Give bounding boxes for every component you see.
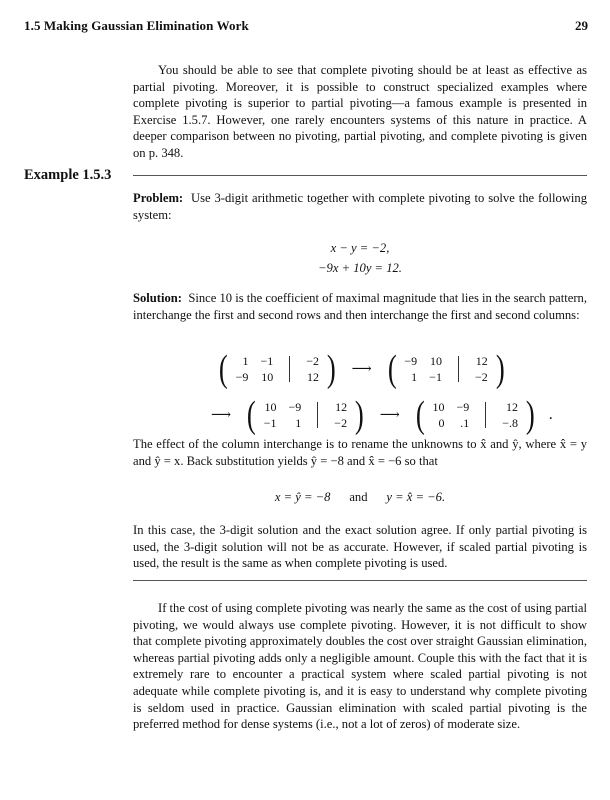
augmented-matrix-4: ( 10 0 −9 .1 12 −.8 ) [415,394,535,436]
result-and: and [349,490,368,504]
arrow-icon: ⟶ [211,407,232,423]
augmented-matrix-2: ( −9 1 10 −1 12 −2 ) [387,348,505,390]
matrix-period: . [548,406,553,423]
arrow-icon: ⟶ [351,361,372,377]
problem-block [133,190,587,223]
result-equation [133,490,587,505]
matrix-sequence [133,350,587,434]
effect-paragraph [133,436,587,469]
system-equation-2: −9x + 10y = 12. [318,261,402,275]
arrow-icon: ⟶ [379,407,400,423]
note-text: In this case, the 3-digit solution and the exact solution agree. If only partial pivoting is used, the 3-digit solution will not be as accurate. However, if scaled partial pivoting is used, the result is the same as when complete pivoting is used. [133,523,587,571]
note-paragraph [133,522,587,572]
problem-label: Problem: [133,191,184,205]
augmented-matrix-3: ( 10 −1 −9 1 12 −2 ) [246,394,364,436]
effect-text: The effect of the column interchange is to rename the unknowns to x̂ and ŷ, where x̂ = y and ŷ = x. Back substitution yields ŷ = −8 and x̂ = −6 so that [133,437,587,468]
intro-paragraph [133,62,587,162]
intro-text: You should be able to see that complete pivoting should be at least as effective as partial pivoting. Moreover, it is possible to construct specialized examples where complete pivoting is superior to partial pivoting—a famous example is presented in Exercise 1.5.7. However, one rarely encounters systems of this nature in practice. A deeper comparison between no pivoting, partial pivoting, and complete pivoting is given on p. 348. [133,63,587,160]
system-equation-1: x − y = −2, [330,241,390,255]
closing-text: If the cost of using complete pivoting was nearly the same as the cost of using partial pivoting, we would always use complete pivoting. However, it is not difficult to show that complete pivoting approximately doubles the cost over straight Gaussian elimination, whereas partial pivoting adds only a negligible amount. Couple this with the fact that it is extremely rare to encounter a practical system where scaled partial pivoting is not adequate while complete pivoting is, and it is easy to understand why complete pivoting is seldom used in practice. Gaussian elimination with scaled partial pivoting is the preferred method for dense systems (i.e., not a lot of zeros) of moderate size. [133,601,587,732]
result-right: y = x̂ = −6. [386,490,446,504]
example-title: Example 1.5.3 [24,167,112,183]
result-left: x = ŷ = −8 [274,490,331,504]
closing-paragraph [133,600,587,733]
problem-text: Use 3-digit arithmetic together with complete pivoting to solve the following system: [133,191,588,222]
running-head: 1.5 Making Gaussian Elimination Work [24,18,249,33]
page-header [24,18,588,38]
example-bottom-rule [133,580,587,581]
example-top-rule [133,175,587,176]
solution-block [133,290,587,323]
solution-label: Solution: [133,291,182,305]
augmented-matrix-1: ( 1 −9 −1 10 −2 12 ) [218,348,336,390]
page-number: 29 [575,18,588,33]
solution-text: Since 10 is the coefficient of maximal magnitude that lies in the search pattern, interchange the first and second rows and then interchange the first and second columns: [133,291,588,322]
linear-system [240,238,480,278]
